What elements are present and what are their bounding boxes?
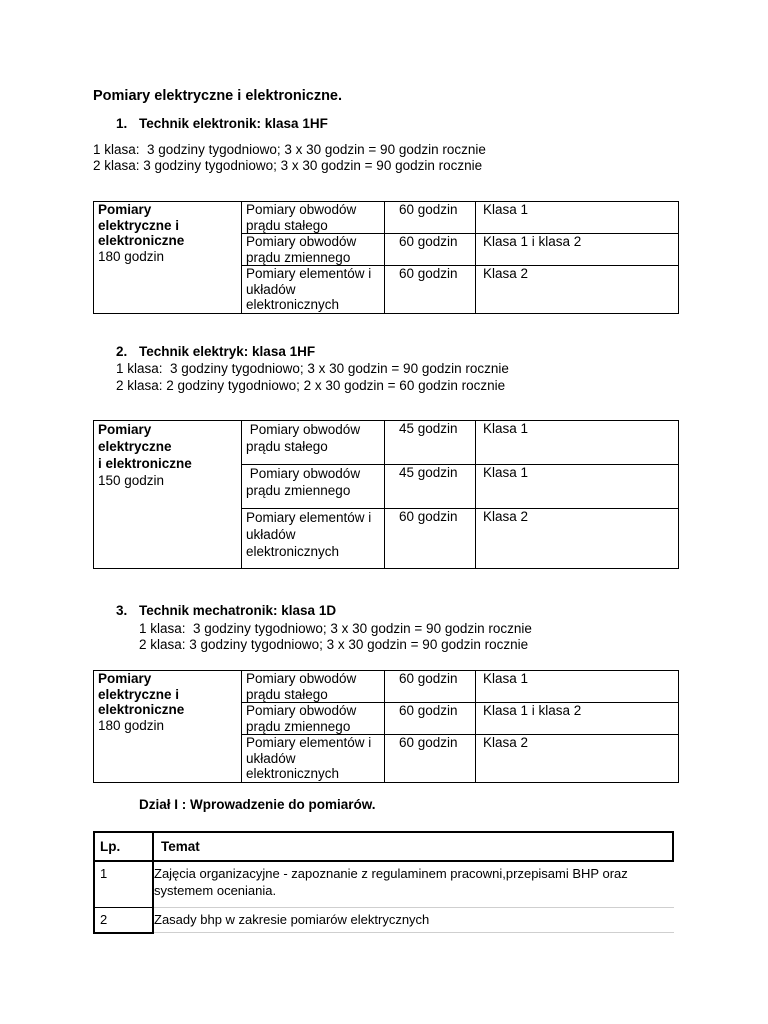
section-number: 2.	[116, 344, 128, 359]
section-title: Technik elektryk: klasa 1HF	[139, 344, 316, 359]
row-topic: Zasady bhp w zakresie pomiarów elektrycznych	[154, 912, 430, 927]
hours-cell: 60 godzin	[385, 234, 476, 266]
class-cell: Klasa 1	[476, 202, 679, 234]
row-lp: 2	[100, 912, 108, 927]
hours-cell: 45 godzin	[385, 421, 476, 465]
section-title: Technik elektronik: klasa 1HF	[139, 116, 328, 131]
row-topic: Zajęcia organizacyjne - zapoznanie z regulaminem pracowni,przepisami BHP oraz systemem oceniania.	[154, 866, 628, 898]
page-title: Pomiary elektryczne i elektroniczne.	[93, 88, 343, 104]
topic-cell: Pomiary obwodów prądu zmiennego	[242, 234, 385, 266]
hours-cell: 60 godzin	[385, 703, 476, 735]
header-divider	[93, 860, 674, 862]
schedule-line: 1 klasa: 3 godziny tygodniowo; 3 x 30 godzin = 90 godzin rocznie	[116, 361, 509, 376]
subject-cell: Pomiary elektryczne i elektroniczne 180 godzin	[94, 202, 242, 314]
header-lp: Lp.	[100, 839, 121, 854]
schedule-line: 2 klasa: 3 godziny tygodniowo; 3 x 30 godzin = 90 godzin rocznie	[139, 637, 529, 652]
table-border-right	[672, 831, 674, 862]
class-cell: Klasa 1	[476, 421, 679, 465]
topic-cell: Pomiary obwodów prądu zmiennego	[242, 703, 385, 735]
class-cell: Klasa 2	[476, 735, 679, 783]
schedule-line: 1 klasa: 3 godziny tygodniowo; 3 x 30 godzin = 90 godzin rocznie	[93, 142, 486, 157]
subject-cell: Pomiary elektryczne i elektroniczne 180 godzin	[94, 671, 242, 783]
topic-cell: Pomiary elementów i układów elektronicznych	[242, 735, 385, 783]
subject-hours: 180 godzin	[98, 248, 165, 264]
table-border-top	[93, 831, 674, 833]
schedule-line: 1 klasa: 3 godziny tygodniowo; 3 x 30 godzin = 90 godzin rocznie	[139, 621, 532, 636]
class-cell: Klasa 1 i klasa 2	[476, 703, 679, 735]
section-number: 3.	[116, 603, 128, 618]
subject-hours: 180 godzin	[98, 717, 165, 733]
topic-cell: Pomiary obwodów prądu zmiennego	[242, 465, 385, 509]
topic-cell: Pomiary obwodów prądu stałego	[242, 202, 385, 234]
hours-cell: 60 godzin	[385, 735, 476, 783]
subject-cell: Pomiary elektryczne i elektroniczne 150 godzin	[94, 421, 242, 569]
hours-cell: 60 godzin	[385, 266, 476, 314]
hours-cell: 45 godzin	[385, 465, 476, 509]
hours-table-2	[93, 420, 679, 569]
section-1-heading	[116, 116, 328, 132]
class-cell: Klasa 2	[476, 266, 679, 314]
hours-table-1	[93, 201, 679, 314]
section-number: 1.	[116, 116, 128, 131]
class-cell: Klasa 1 i klasa 2	[476, 234, 679, 266]
table-border-bottom	[93, 932, 154, 934]
class-cell: Klasa 2	[476, 509, 679, 569]
topics-table	[93, 831, 674, 934]
table-border-bottom-light	[154, 932, 674, 933]
subject-hours: 150 godzin	[98, 473, 165, 488]
hours-table-3	[93, 670, 679, 783]
topic-cell: Pomiary elementów i układów elektronicznych	[242, 266, 385, 314]
hours-cell: 60 godzin	[385, 671, 476, 703]
row-divider	[93, 907, 154, 908]
table-border-left	[93, 831, 95, 934]
class-cell: Klasa 1	[476, 465, 679, 509]
topic-cell: Pomiary obwodów prądu stałego	[242, 421, 385, 465]
header-topic: Temat	[161, 839, 200, 854]
department-heading: Dział I : Wprowadzenie do pomiarów.	[139, 797, 376, 812]
topic-cell: Pomiary elementów i układów elektronicznych	[242, 509, 385, 569]
row-lp: 1	[100, 866, 108, 881]
hours-cell: 60 godzin	[385, 509, 476, 569]
schedule-line: 2 klasa: 3 godziny tygodniowo; 3 x 30 godzin = 90 godzin rocznie	[93, 158, 483, 173]
schedule-line: 2 klasa: 2 godziny tygodniowo; 2 x 30 godzin = 60 godzin rocznie	[116, 378, 506, 393]
topic-cell: Pomiary obwodów prądu stałego	[242, 671, 385, 703]
hours-cell: 60 godzin	[385, 202, 476, 234]
row-divider-light	[154, 907, 674, 908]
section-3-heading	[116, 603, 336, 619]
class-cell: Klasa 1	[476, 671, 679, 703]
section-title: Technik mechatronik: klasa 1D	[139, 603, 337, 618]
section-2-heading	[116, 344, 315, 360]
